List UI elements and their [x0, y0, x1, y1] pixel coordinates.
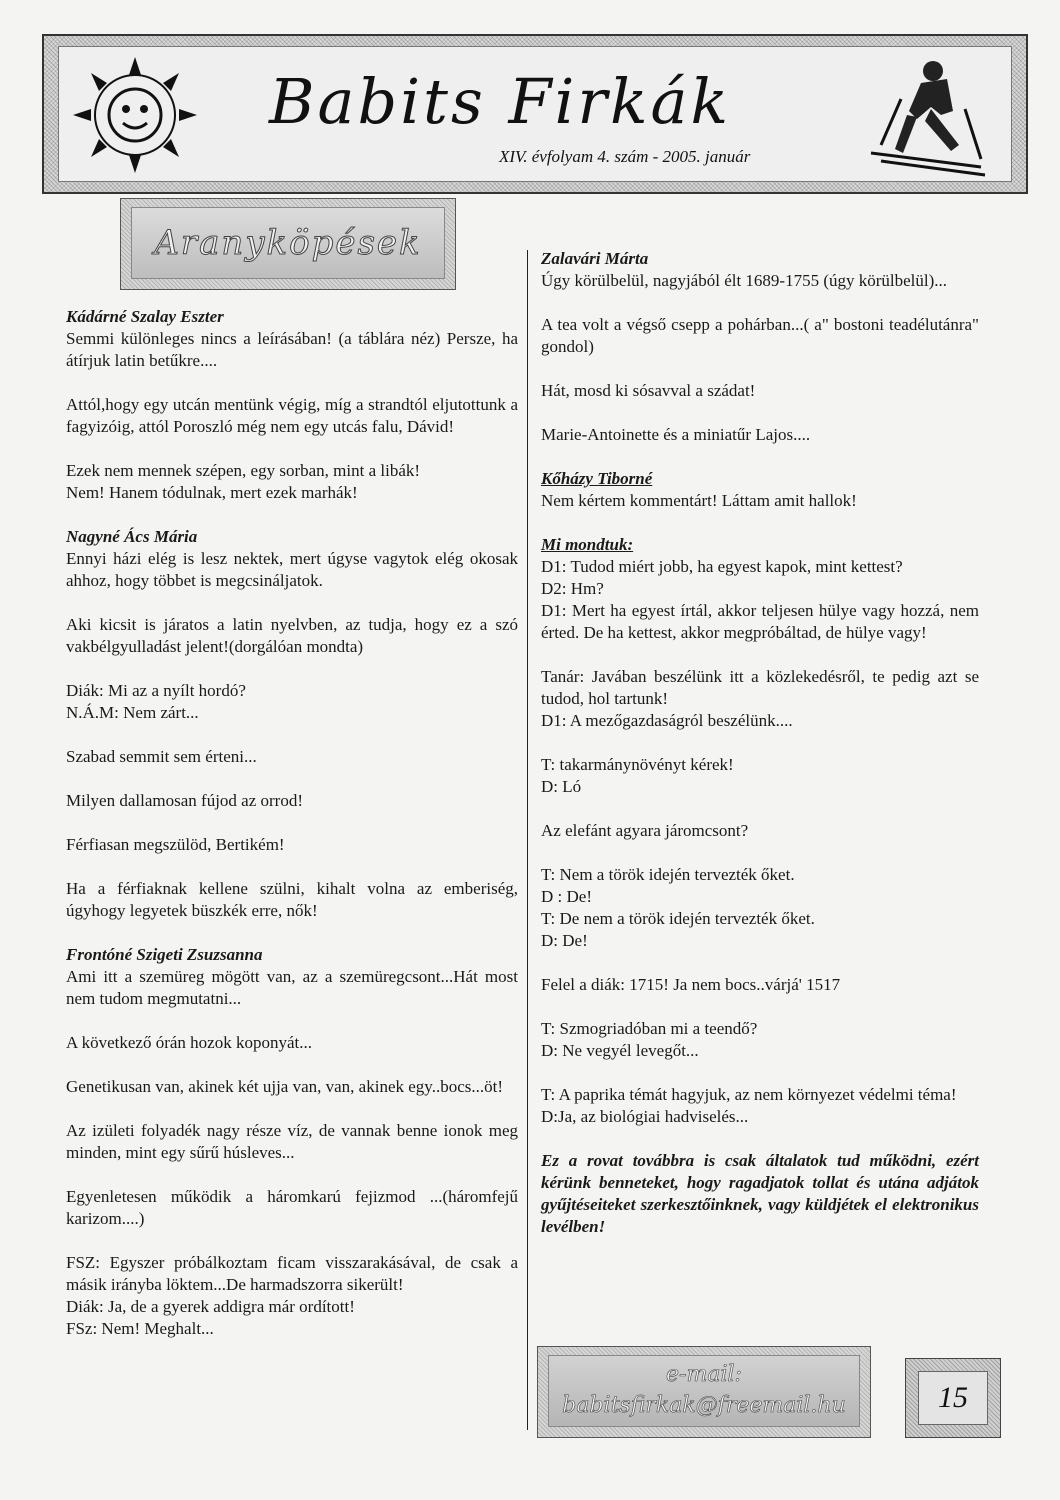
quote-line: D1: Tudod miért jobb, ha egyest kapok, mint kettest?	[541, 557, 903, 576]
quote-line: Úgy körülbelül, nagyjából élt 1689-1755 (úgy körülbelül)...	[541, 271, 948, 290]
email-label: e-mail:	[666, 1362, 742, 1387]
quote-block	[66, 834, 518, 856]
quote-block	[541, 270, 979, 292]
quote-block	[66, 680, 518, 724]
quote-line: Ha a férfiaknak kellene szülni, kihalt volna az emberiség, úgyhogy legyetek büszkék erre, nők!	[66, 879, 518, 920]
quote-line: FSz: Nem! Meghalt...	[66, 1319, 214, 1338]
quote-block	[66, 1120, 518, 1164]
quote-block	[66, 1186, 518, 1230]
masthead-title: Babits Firkák	[269, 65, 732, 138]
quote-line: Hát, mosd ki sósavval a szádat!	[541, 381, 756, 400]
quote-line: Nem! Hanem tódulnak, mert ezek marhák!	[66, 483, 358, 502]
quote-line: Tanár: Javában beszélünk itt a közlekedésről, te pedig azt se tudod, hol tartunk!	[541, 667, 979, 708]
quote-line: N.Á.M: Nem zárt...	[66, 703, 199, 722]
quote-line: Férfiasan megszülöd, Bertikém!	[66, 835, 285, 854]
quote-block	[541, 424, 979, 446]
speaker-name: Nagyné Ács Mária	[66, 527, 198, 546]
quote-block	[66, 790, 518, 812]
quote-block	[541, 754, 979, 798]
quote-block	[541, 1018, 979, 1062]
quote-block	[66, 394, 518, 438]
closing-note: Ez a rovat továbbra is csak általatok tud működni, ezért kérünk benneteket, hogy ragadjatok tollat és utána adjátok gyűjtéseiteket szerkesztőinknek, vagy küldjétek el elektronikus levélben!	[541, 1151, 979, 1236]
email-address[interactable]: babitsfirkak@freemail.hu	[562, 1393, 846, 1418]
quote-line: Diák: Ja, de a gyerek addigra már ordított!	[66, 1297, 355, 1316]
quote-block	[541, 556, 979, 644]
quote-block	[541, 820, 979, 842]
quote-line: D: De!	[541, 931, 588, 950]
speaker-name: Mi mondtuk:	[541, 535, 634, 554]
quote-line: D : De!	[541, 887, 592, 906]
quote-line: Aki kicsit is járatos a latin nyelvben, az tudja, hogy ez a szó vakbélgyulladást jelent!(dorgálóan mondta)	[66, 615, 518, 656]
quote-line: Felel a diák: 1715! Ja nem bocs..várjá' 1517	[541, 975, 841, 994]
quote-line: D1: A mezőgazdaságról beszélünk....	[541, 711, 793, 730]
page-number-box	[905, 1358, 1001, 1438]
quote-line: D:Ja, az biológiai hadviselés...	[541, 1107, 749, 1126]
quote-line: Marie-Antoinette és a miniatűr Lajos....	[541, 425, 811, 444]
quote-line: FSZ: Egyszer próbálkoztam ficam visszarakásával, de csak a másik irányba löktem...De harmadszorra sikerült!	[66, 1253, 518, 1294]
quote-line: Egyenletesen működik a háromkarú fejizmod ...(háromfejű karizom....)	[66, 1187, 518, 1228]
quote-block	[66, 1076, 518, 1098]
quote-line: Milyen dallamosan fújod az orrod!	[66, 791, 303, 810]
right-column	[541, 248, 979, 1260]
section-header	[120, 198, 456, 290]
quote-block	[541, 490, 979, 512]
quote-line: Az elefánt agyara járomcsont?	[541, 821, 749, 840]
quote-block	[541, 314, 979, 358]
quote-line: Diák: Mi az a nyílt hordó?	[66, 681, 246, 700]
quote-block	[66, 1252, 518, 1340]
quote-line: Genetikusan van, akinek két ujja van, van, akinek egy..bocs...öt!	[66, 1077, 503, 1096]
left-column	[66, 306, 518, 1362]
quote-line: Szabad semmit sem érteni...	[66, 747, 257, 766]
quote-line: Az izületi folyadék nagy része víz, de vannak benne ionok meg minden, mint egy sűrű húsleves...	[66, 1121, 518, 1162]
quote-line: Ennyi házi elég is lesz nektek, mert úgyse vagytok elég okosak ahhoz, hogy többet is megcsináljatok.	[66, 549, 518, 590]
quote-line: T: takarmánynövényt kérek!	[541, 755, 734, 774]
quote-block	[541, 666, 979, 732]
column-divider	[527, 250, 528, 1430]
quote-line: Attól,hogy egy utcán mentünk végig, míg a strandtól eljutottunk a fagyizóig, attól Poroszló még nem egy utcás falu, Dávid!	[66, 395, 518, 436]
quote-block	[66, 878, 518, 922]
quote-line: T: De nem a török idején tervezték őket.	[541, 909, 815, 928]
speaker-name: Frontóné Szigeti Zsuzsanna	[66, 945, 263, 964]
quote-block	[66, 460, 518, 504]
quote-line: D: Ne vegyél levegőt...	[541, 1041, 699, 1060]
quote-block	[66, 746, 518, 768]
quote-block	[541, 864, 979, 952]
sun-logo-icon	[65, 53, 205, 178]
speaker-name: Kádárné Szalay Eszter	[66, 307, 224, 326]
quote-line: Nem kértem kommentárt! Láttam amit hallok!	[541, 491, 857, 510]
skier-icon	[861, 49, 991, 179]
quote-line: T: Szmogriadóban mi a teendő?	[541, 1019, 758, 1038]
quote-line: T: Nem a török idején tervezték őket.	[541, 865, 795, 884]
quote-line: D2: Hm?	[541, 579, 604, 598]
quote-line: T: A paprika témát hagyjuk, az nem környezet védelmi téma!	[541, 1085, 957, 1104]
speaker-name: Zalavári Márta	[541, 249, 649, 268]
quote-line: Ezek nem mennek szépen, egy sorban, mint a libák!	[66, 461, 421, 480]
quote-block	[66, 614, 518, 658]
masthead	[42, 34, 1028, 194]
quote-line: A következő órán hozok koponyát...	[66, 1033, 312, 1052]
masthead-panel	[58, 46, 1012, 182]
quote-line: A tea volt a végső csepp a pohárban...( a" bostoni teadélutánra" gondol)	[541, 315, 979, 356]
speaker-name: Kőházy Tiborné	[541, 469, 653, 488]
email-box	[537, 1346, 871, 1438]
quote-line: Semmi különleges nincs a leírásában! (a táblára néz) Persze, ha átírjuk latin betűkre....	[66, 329, 518, 370]
quote-block	[66, 328, 518, 372]
masthead-subtitle: XIV. évfolyam 4. szám - 2005. január	[499, 147, 751, 166]
quote-line: D: Ló	[541, 777, 582, 796]
quote-block	[541, 974, 979, 996]
section-title: Aranyköpések	[154, 223, 422, 263]
quote-block	[66, 966, 518, 1010]
quote-block	[541, 1084, 979, 1128]
quote-line: Ami itt a szemüreg mögött van, az a szemüregcsont...Hát most nem tudom megmutatni...	[66, 967, 518, 1008]
quote-line: D1: Mert ha egyest írtál, akkor teljesen hülye vagy hozzá, nem érted. De ha kettest, akkor megpróbáltad, de hülye vagy!	[541, 601, 979, 642]
page-number: 15	[918, 1371, 988, 1425]
quote-block	[66, 1032, 518, 1054]
quote-block	[66, 548, 518, 592]
quote-block	[541, 380, 979, 402]
